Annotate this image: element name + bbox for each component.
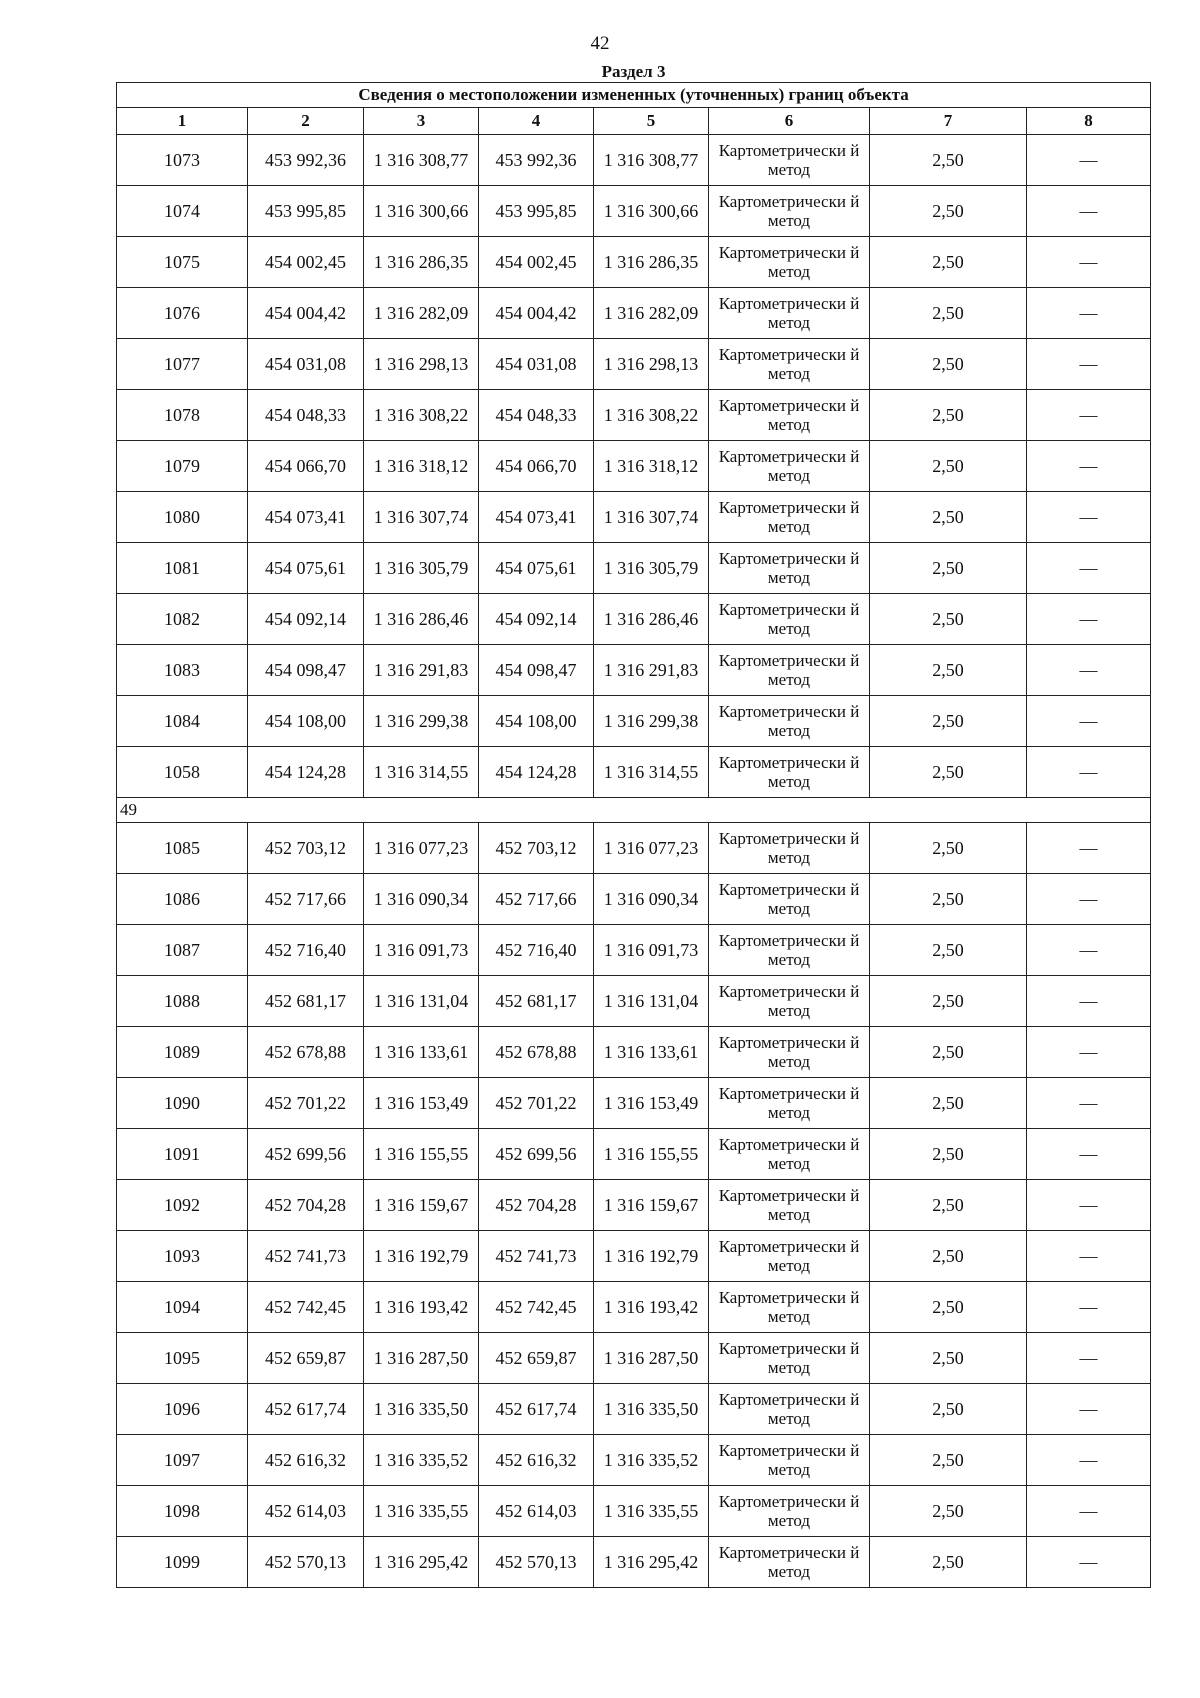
note-cell: —	[1027, 1384, 1151, 1435]
existing-x-cell: 452 614,03	[248, 1486, 364, 1537]
note-cell: —	[1027, 339, 1151, 390]
refined-x-cell: 452 704,28	[479, 1180, 594, 1231]
method-cell: Картометрически й метод	[709, 237, 870, 288]
note-cell: —	[1027, 976, 1151, 1027]
precision-cell: 2,50	[870, 288, 1027, 339]
existing-y-cell: 1 316 192,79	[364, 1231, 479, 1282]
existing-y-cell: 1 316 282,09	[364, 288, 479, 339]
refined-x-cell: 452 659,87	[479, 1333, 594, 1384]
refined-x-cell: 454 108,00	[479, 696, 594, 747]
method-cell: Картометрически й метод	[709, 645, 870, 696]
existing-x-cell: 454 092,14	[248, 594, 364, 645]
refined-y-cell: 1 316 335,52	[594, 1435, 709, 1486]
note-cell: —	[1027, 390, 1151, 441]
precision-cell: 2,50	[870, 186, 1027, 237]
point-number-cell: 1099	[117, 1537, 248, 1588]
column-number: 5	[594, 108, 709, 135]
existing-x-cell: 454 073,41	[248, 492, 364, 543]
refined-y-cell: 1 316 131,04	[594, 976, 709, 1027]
method-cell: Картометрически й метод	[709, 1435, 870, 1486]
method-cell: Картометрически й метод	[709, 874, 870, 925]
table-row	[117, 543, 1151, 594]
existing-x-cell: 452 716,40	[248, 925, 364, 976]
precision-cell: 2,50	[870, 823, 1027, 874]
point-number-cell: 1096	[117, 1384, 248, 1435]
refined-x-cell: 454 031,08	[479, 339, 594, 390]
refined-y-cell: 1 316 192,79	[594, 1231, 709, 1282]
method-cell: Картометрически й метод	[709, 543, 870, 594]
refined-x-cell: 454 092,14	[479, 594, 594, 645]
refined-y-cell: 1 316 282,09	[594, 288, 709, 339]
refined-x-cell: 454 124,28	[479, 747, 594, 798]
method-cell: Картометрически й метод	[709, 1384, 870, 1435]
table-row	[117, 1078, 1151, 1129]
existing-y-cell: 1 316 090,34	[364, 874, 479, 925]
precision-cell: 2,50	[870, 1231, 1027, 1282]
method-cell: Картометрически й метод	[709, 823, 870, 874]
refined-y-cell: 1 316 314,55	[594, 747, 709, 798]
existing-x-cell: 454 002,45	[248, 237, 364, 288]
precision-cell: 2,50	[870, 645, 1027, 696]
table-row	[117, 1129, 1151, 1180]
existing-y-cell: 1 316 077,23	[364, 823, 479, 874]
table-row	[117, 390, 1151, 441]
refined-y-cell: 1 316 335,55	[594, 1486, 709, 1537]
precision-cell: 2,50	[870, 696, 1027, 747]
refined-y-cell: 1 316 090,34	[594, 874, 709, 925]
contour-group-row	[117, 798, 1151, 823]
existing-x-cell: 454 066,70	[248, 441, 364, 492]
method-cell: Картометрически й метод	[709, 1333, 870, 1384]
refined-y-cell: 1 316 307,74	[594, 492, 709, 543]
refined-y-cell: 1 316 308,77	[594, 135, 709, 186]
table-row	[117, 747, 1151, 798]
refined-x-cell: 452 681,17	[479, 976, 594, 1027]
precision-cell: 2,50	[870, 135, 1027, 186]
point-number-cell: 1081	[117, 543, 248, 594]
existing-x-cell: 453 995,85	[248, 186, 364, 237]
point-number-cell: 1075	[117, 237, 248, 288]
existing-x-cell: 454 031,08	[248, 339, 364, 390]
existing-x-cell: 452 704,28	[248, 1180, 364, 1231]
refined-y-cell: 1 316 300,66	[594, 186, 709, 237]
note-cell: —	[1027, 441, 1151, 492]
point-number-cell: 1095	[117, 1333, 248, 1384]
existing-y-cell: 1 316 159,67	[364, 1180, 479, 1231]
method-cell: Картометрически й метод	[709, 1027, 870, 1078]
existing-y-cell: 1 316 308,77	[364, 135, 479, 186]
existing-x-cell: 452 659,87	[248, 1333, 364, 1384]
method-cell: Картометрически й метод	[709, 1282, 870, 1333]
table-row	[117, 288, 1151, 339]
existing-y-cell: 1 316 300,66	[364, 186, 479, 237]
point-number-cell: 1058	[117, 747, 248, 798]
note-cell: —	[1027, 288, 1151, 339]
precision-cell: 2,50	[870, 1129, 1027, 1180]
method-cell: Картометрически й метод	[709, 747, 870, 798]
existing-y-cell: 1 316 286,35	[364, 237, 479, 288]
refined-y-cell: 1 316 155,55	[594, 1129, 709, 1180]
note-cell: —	[1027, 492, 1151, 543]
note-cell: —	[1027, 186, 1151, 237]
precision-cell: 2,50	[870, 1027, 1027, 1078]
refined-x-cell: 452 701,22	[479, 1078, 594, 1129]
existing-y-cell: 1 316 193,42	[364, 1282, 479, 1333]
existing-x-cell: 454 108,00	[248, 696, 364, 747]
method-cell: Картометрически й метод	[709, 1078, 870, 1129]
note-cell: —	[1027, 237, 1151, 288]
precision-cell: 2,50	[870, 925, 1027, 976]
refined-x-cell: 452 741,73	[479, 1231, 594, 1282]
existing-y-cell: 1 316 155,55	[364, 1129, 479, 1180]
existing-x-cell: 452 617,74	[248, 1384, 364, 1435]
existing-y-cell: 1 316 299,38	[364, 696, 479, 747]
note-cell: —	[1027, 1180, 1151, 1231]
existing-x-cell: 452 616,32	[248, 1435, 364, 1486]
point-number-cell: 1087	[117, 925, 248, 976]
refined-x-cell: 452 678,88	[479, 1027, 594, 1078]
table-row	[117, 237, 1151, 288]
existing-y-cell: 1 316 335,55	[364, 1486, 479, 1537]
column-number: 8	[1027, 108, 1151, 135]
column-number: 1	[117, 108, 248, 135]
existing-y-cell: 1 316 298,13	[364, 339, 479, 390]
table-title: Сведения о местоположении измененных (уточненных) границ объекта	[117, 83, 1151, 108]
existing-x-cell: 452 701,22	[248, 1078, 364, 1129]
precision-cell: 2,50	[870, 874, 1027, 925]
table-row	[117, 1180, 1151, 1231]
existing-y-cell: 1 316 286,46	[364, 594, 479, 645]
method-cell: Картометрически й метод	[709, 1129, 870, 1180]
refined-x-cell: 452 716,40	[479, 925, 594, 976]
table-row	[117, 135, 1151, 186]
point-number-cell: 1092	[117, 1180, 248, 1231]
table-row	[117, 1333, 1151, 1384]
refined-y-cell: 1 316 298,13	[594, 339, 709, 390]
method-cell: Картометрически й метод	[709, 135, 870, 186]
section-label: Раздел 3	[117, 62, 1151, 83]
refined-y-cell: 1 316 335,50	[594, 1384, 709, 1435]
note-cell: —	[1027, 1486, 1151, 1537]
point-number-cell: 1078	[117, 390, 248, 441]
point-number-cell: 1084	[117, 696, 248, 747]
precision-cell: 2,50	[870, 747, 1027, 798]
precision-cell: 2,50	[870, 1078, 1027, 1129]
existing-y-cell: 1 316 314,55	[364, 747, 479, 798]
refined-x-cell: 453 995,85	[479, 186, 594, 237]
column-number: 7	[870, 108, 1027, 135]
existing-y-cell: 1 316 131,04	[364, 976, 479, 1027]
existing-x-cell: 454 075,61	[248, 543, 364, 594]
method-cell: Картометрически й метод	[709, 186, 870, 237]
refined-y-cell: 1 316 305,79	[594, 543, 709, 594]
refined-x-cell: 454 075,61	[479, 543, 594, 594]
point-number-cell: 1082	[117, 594, 248, 645]
refined-y-cell: 1 316 318,12	[594, 441, 709, 492]
existing-y-cell: 1 316 295,42	[364, 1537, 479, 1588]
note-cell: —	[1027, 874, 1151, 925]
note-cell: —	[1027, 747, 1151, 798]
precision-cell: 2,50	[870, 1384, 1027, 1435]
precision-cell: 2,50	[870, 1282, 1027, 1333]
method-cell: Картометрически й метод	[709, 696, 870, 747]
precision-cell: 2,50	[870, 390, 1027, 441]
table-row	[117, 1384, 1151, 1435]
note-cell: —	[1027, 1282, 1151, 1333]
refined-y-cell: 1 316 287,50	[594, 1333, 709, 1384]
precision-cell: 2,50	[870, 1333, 1027, 1384]
note-cell: —	[1027, 543, 1151, 594]
precision-cell: 2,50	[870, 1180, 1027, 1231]
note-cell: —	[1027, 594, 1151, 645]
note-cell: —	[1027, 1537, 1151, 1588]
table-row	[117, 594, 1151, 645]
existing-x-cell: 452 681,17	[248, 976, 364, 1027]
existing-x-cell: 452 570,13	[248, 1537, 364, 1588]
note-cell: —	[1027, 1435, 1151, 1486]
refined-x-cell: 452 742,45	[479, 1282, 594, 1333]
existing-x-cell: 452 742,45	[248, 1282, 364, 1333]
existing-y-cell: 1 316 305,79	[364, 543, 479, 594]
table-row	[117, 1537, 1151, 1588]
point-number-cell: 1090	[117, 1078, 248, 1129]
method-cell: Картометрически й метод	[709, 339, 870, 390]
existing-x-cell: 454 004,42	[248, 288, 364, 339]
refined-x-cell: 452 570,13	[479, 1537, 594, 1588]
column-number-row	[117, 108, 1151, 135]
refined-y-cell: 1 316 286,35	[594, 237, 709, 288]
note-cell: —	[1027, 645, 1151, 696]
existing-y-cell: 1 316 335,52	[364, 1435, 479, 1486]
existing-x-cell: 452 699,56	[248, 1129, 364, 1180]
table-row	[117, 1282, 1151, 1333]
refined-x-cell: 452 717,66	[479, 874, 594, 925]
table-row	[117, 823, 1151, 874]
existing-x-cell: 452 678,88	[248, 1027, 364, 1078]
point-number-cell: 1089	[117, 1027, 248, 1078]
refined-x-cell: 454 004,42	[479, 288, 594, 339]
refined-y-cell: 1 316 091,73	[594, 925, 709, 976]
precision-cell: 2,50	[870, 339, 1027, 390]
refined-x-cell: 454 073,41	[479, 492, 594, 543]
existing-y-cell: 1 316 291,83	[364, 645, 479, 696]
point-number-cell: 1080	[117, 492, 248, 543]
refined-x-cell: 452 614,03	[479, 1486, 594, 1537]
existing-x-cell: 452 741,73	[248, 1231, 364, 1282]
column-number: 4	[479, 108, 594, 135]
refined-y-cell: 1 316 077,23	[594, 823, 709, 874]
method-cell: Картометрически й метод	[709, 1537, 870, 1588]
point-number-cell: 1076	[117, 288, 248, 339]
refined-x-cell: 454 098,47	[479, 645, 594, 696]
boundary-coordinates-table	[116, 62, 1151, 1588]
existing-y-cell: 1 316 335,50	[364, 1384, 479, 1435]
table-row	[117, 1027, 1151, 1078]
column-number: 2	[248, 108, 364, 135]
existing-y-cell: 1 316 153,49	[364, 1078, 479, 1129]
note-cell: —	[1027, 1333, 1151, 1384]
page-number: 42	[590, 33, 610, 54]
point-number-cell: 1098	[117, 1486, 248, 1537]
precision-cell: 2,50	[870, 976, 1027, 1027]
point-number-cell: 1073	[117, 135, 248, 186]
refined-y-cell: 1 316 308,22	[594, 390, 709, 441]
existing-x-cell: 454 048,33	[248, 390, 364, 441]
precision-cell: 2,50	[870, 441, 1027, 492]
existing-y-cell: 1 316 308,22	[364, 390, 479, 441]
method-cell: Картометрически й метод	[709, 976, 870, 1027]
existing-x-cell: 452 717,66	[248, 874, 364, 925]
point-number-cell: 1083	[117, 645, 248, 696]
method-cell: Картометрически й метод	[709, 1231, 870, 1282]
refined-x-cell: 454 066,70	[479, 441, 594, 492]
refined-y-cell: 1 316 295,42	[594, 1537, 709, 1588]
note-cell: —	[1027, 696, 1151, 747]
note-cell: —	[1027, 925, 1151, 976]
note-cell: —	[1027, 1231, 1151, 1282]
refined-y-cell: 1 316 291,83	[594, 645, 709, 696]
refined-y-cell: 1 316 286,46	[594, 594, 709, 645]
refined-x-cell: 452 616,32	[479, 1435, 594, 1486]
column-number: 6	[709, 108, 870, 135]
table-row	[117, 186, 1151, 237]
precision-cell: 2,50	[870, 594, 1027, 645]
note-cell: —	[1027, 1027, 1151, 1078]
existing-y-cell: 1 316 318,12	[364, 441, 479, 492]
refined-x-cell: 452 617,74	[479, 1384, 594, 1435]
refined-x-cell: 452 699,56	[479, 1129, 594, 1180]
refined-y-cell: 1 316 153,49	[594, 1078, 709, 1129]
existing-x-cell: 454 124,28	[248, 747, 364, 798]
note-cell: —	[1027, 1078, 1151, 1129]
existing-y-cell: 1 316 133,61	[364, 1027, 479, 1078]
method-cell: Картометрически й метод	[709, 441, 870, 492]
table-row	[117, 441, 1151, 492]
title-row	[117, 83, 1151, 108]
note-cell: —	[1027, 823, 1151, 874]
refined-x-cell: 452 703,12	[479, 823, 594, 874]
point-number-cell: 1085	[117, 823, 248, 874]
note-cell: —	[1027, 135, 1151, 186]
method-cell: Картометрически й метод	[709, 925, 870, 976]
point-number-cell: 1091	[117, 1129, 248, 1180]
contour-group-label: 49	[117, 798, 1151, 823]
precision-cell: 2,50	[870, 1435, 1027, 1486]
point-number-cell: 1088	[117, 976, 248, 1027]
method-cell: Картометрически й метод	[709, 390, 870, 441]
note-cell: —	[1027, 1129, 1151, 1180]
existing-y-cell: 1 316 307,74	[364, 492, 479, 543]
point-number-cell: 1097	[117, 1435, 248, 1486]
precision-cell: 2,50	[870, 1486, 1027, 1537]
existing-x-cell: 454 098,47	[248, 645, 364, 696]
method-cell: Картометрически й метод	[709, 1486, 870, 1537]
refined-y-cell: 1 316 159,67	[594, 1180, 709, 1231]
method-cell: Картометрически й метод	[709, 1180, 870, 1231]
refined-x-cell: 454 048,33	[479, 390, 594, 441]
method-cell: Картометрически й метод	[709, 288, 870, 339]
refined-y-cell: 1 316 133,61	[594, 1027, 709, 1078]
refined-x-cell: 454 002,45	[479, 237, 594, 288]
table-row	[117, 925, 1151, 976]
point-number-cell: 1093	[117, 1231, 248, 1282]
table-row	[117, 874, 1151, 925]
table-row	[117, 976, 1151, 1027]
refined-y-cell: 1 316 193,42	[594, 1282, 709, 1333]
precision-cell: 2,50	[870, 237, 1027, 288]
point-number-cell: 1074	[117, 186, 248, 237]
precision-cell: 2,50	[870, 543, 1027, 594]
table-row	[117, 1231, 1151, 1282]
table-row	[117, 645, 1151, 696]
section-row	[117, 62, 1151, 83]
table-row	[117, 696, 1151, 747]
point-number-cell: 1094	[117, 1282, 248, 1333]
table-row	[117, 339, 1151, 390]
method-cell: Картометрически й метод	[709, 492, 870, 543]
method-cell: Картометрически й метод	[709, 594, 870, 645]
refined-y-cell: 1 316 299,38	[594, 696, 709, 747]
table-row	[117, 492, 1151, 543]
existing-y-cell: 1 316 287,50	[364, 1333, 479, 1384]
existing-x-cell: 452 703,12	[248, 823, 364, 874]
precision-cell: 2,50	[870, 1537, 1027, 1588]
table-body	[117, 62, 1151, 1588]
point-number-cell: 1077	[117, 339, 248, 390]
table-row	[117, 1435, 1151, 1486]
existing-x-cell: 453 992,36	[248, 135, 364, 186]
point-number-cell: 1079	[117, 441, 248, 492]
existing-y-cell: 1 316 091,73	[364, 925, 479, 976]
refined-x-cell: 453 992,36	[479, 135, 594, 186]
table-row	[117, 1486, 1151, 1537]
column-number: 3	[364, 108, 479, 135]
point-number-cell: 1086	[117, 874, 248, 925]
precision-cell: 2,50	[870, 492, 1027, 543]
